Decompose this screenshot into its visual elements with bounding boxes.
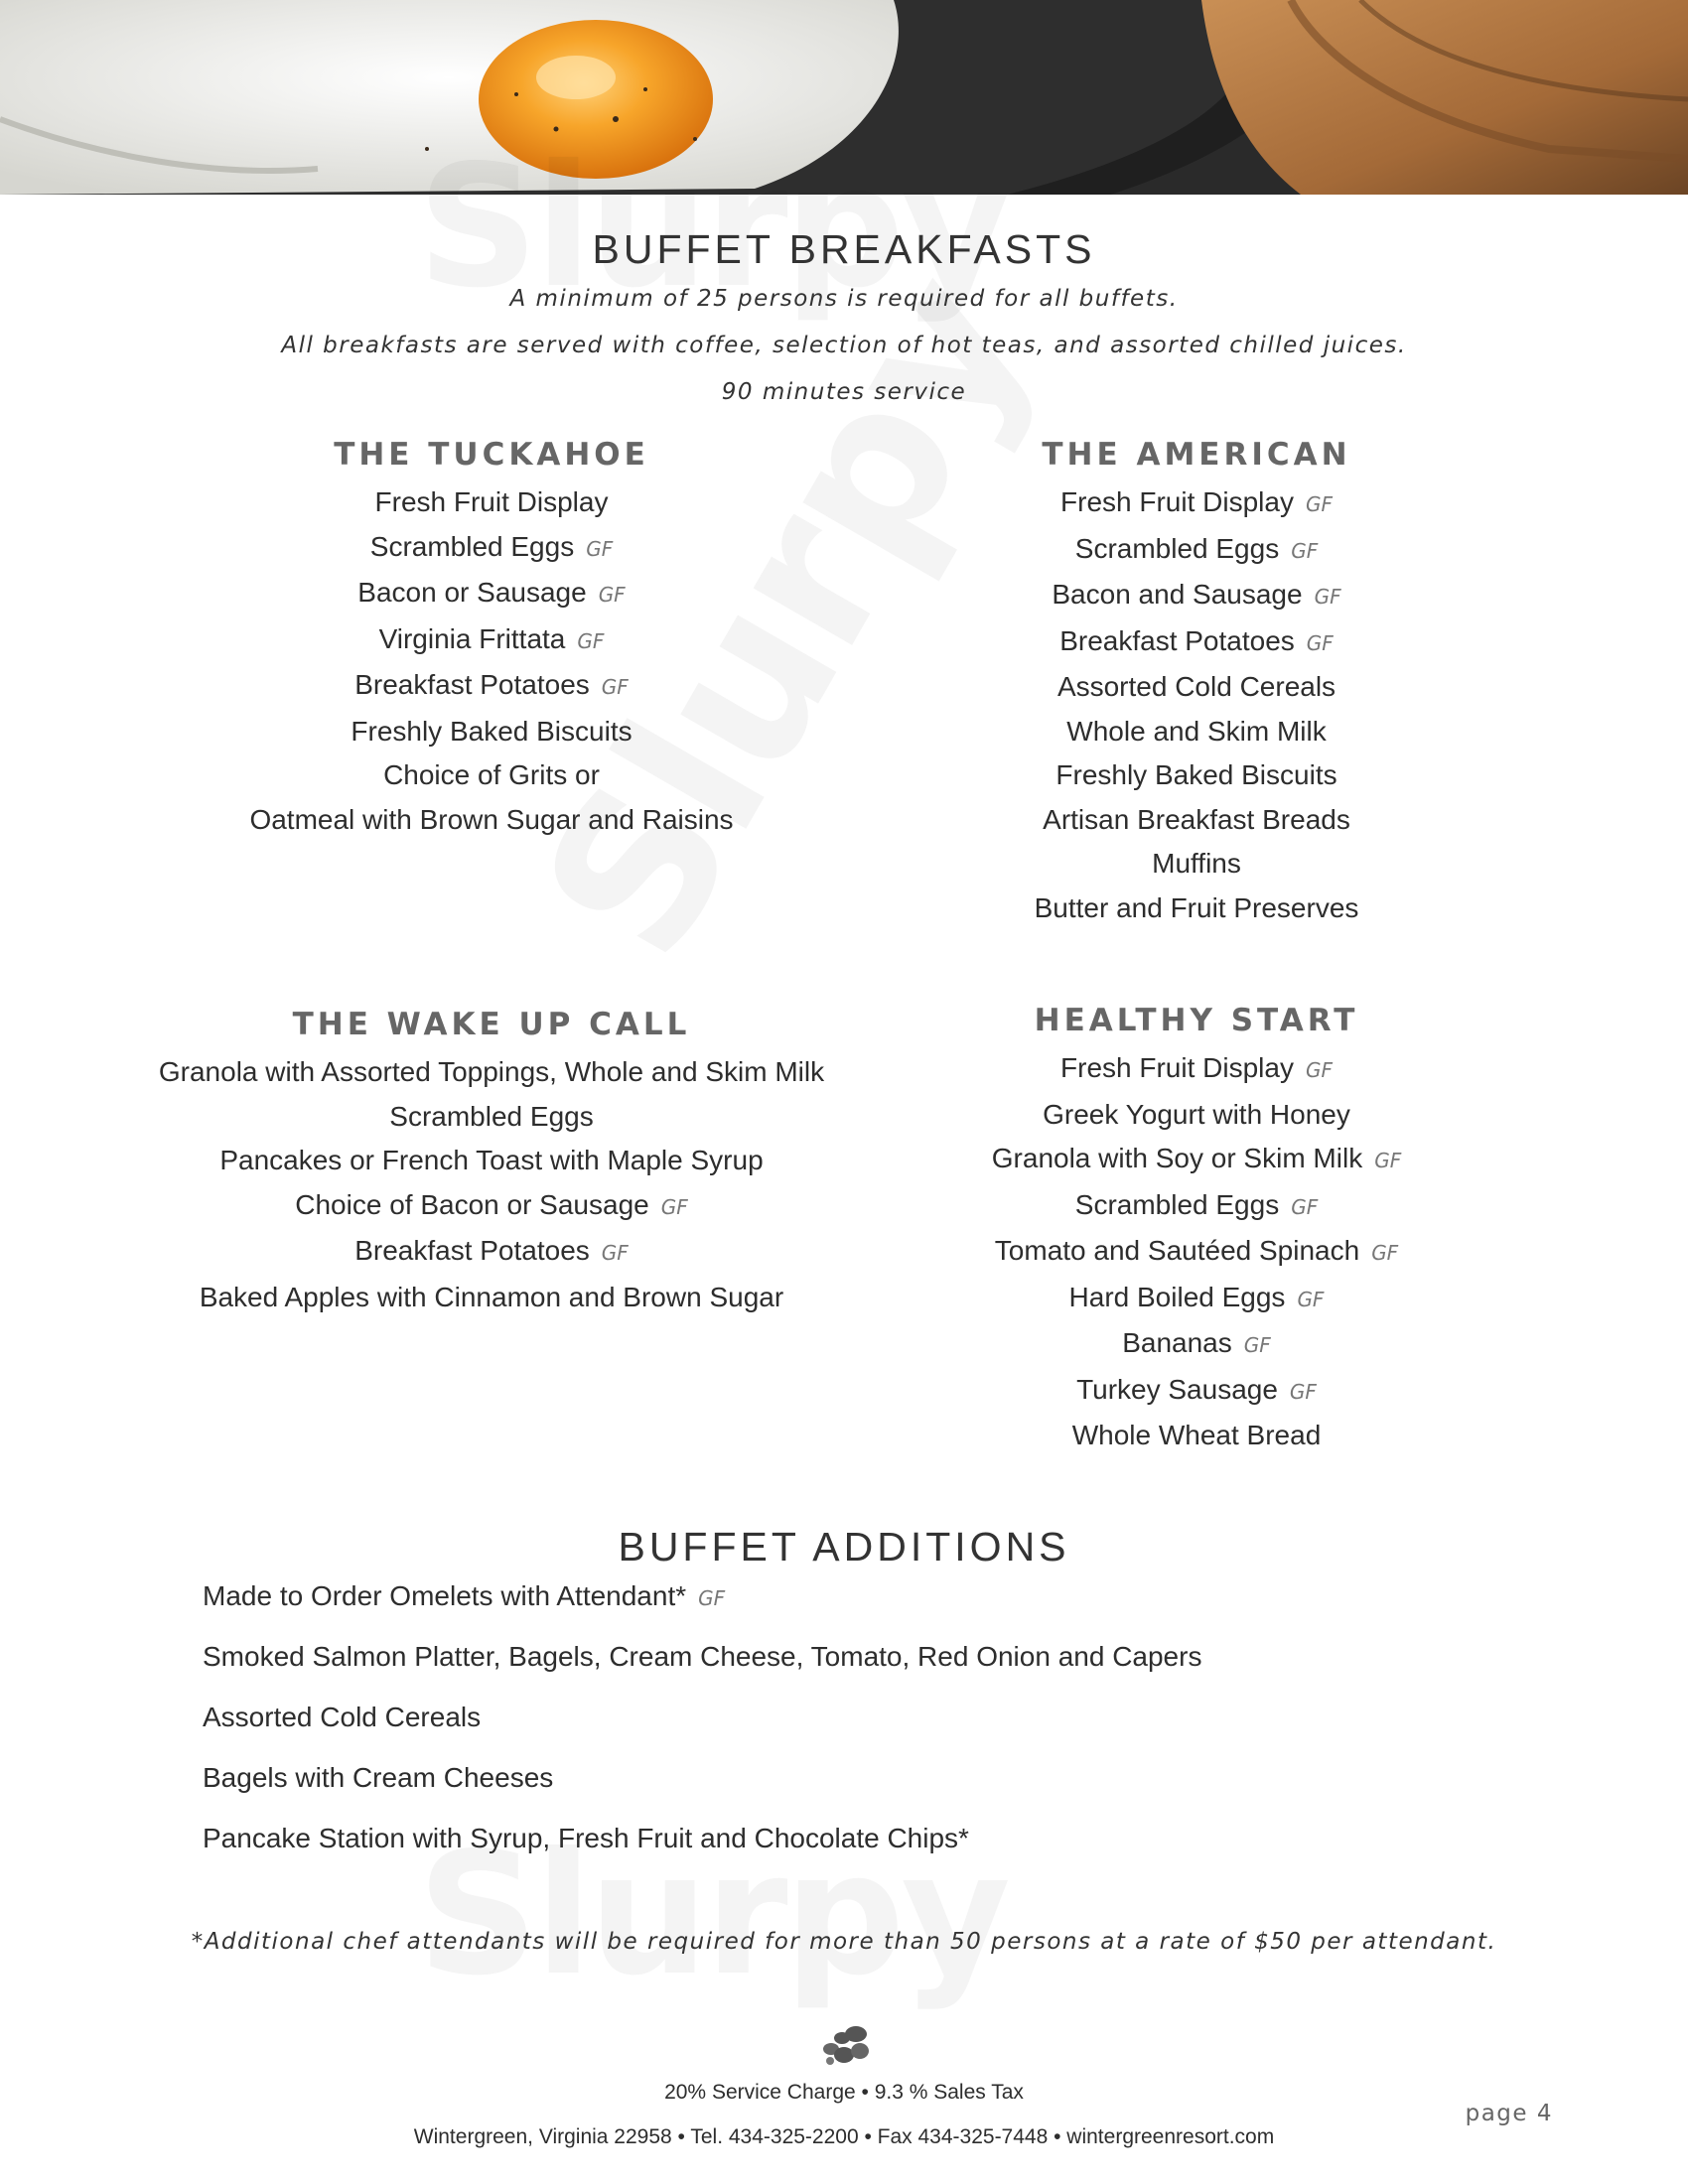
list-item: Smoked Salmon Platter, Bagels, Cream Cheese, Tomato, Red Onion and Capers <box>203 1641 1202 1672</box>
menu-item: Tomato and Sautéed Spinach GF <box>994 1235 1399 1266</box>
gluten-free-tag: GF <box>1289 1379 1317 1404</box>
list-item: Pancake Station with Syrup, Fresh Fruit and Chocolate Chips* <box>203 1823 969 1853</box>
gluten-free-tag: GF <box>698 1586 726 1610</box>
gluten-free-tag: GF <box>1297 1287 1325 1311</box>
additions-list <box>203 1576 1201 1879</box>
gluten-free-tag: GF <box>1291 1194 1319 1219</box>
menu-item: Fresh Fruit Display GF <box>1060 486 1333 517</box>
list-item: Bagels with Cream Cheeses <box>203 1762 554 1793</box>
menu-item: Freshly Baked Biscuits <box>1055 759 1337 790</box>
fried-egg-illustration <box>0 0 1688 195</box>
menu-title: THE WAKE UP CALL <box>292 1007 691 1042</box>
menu-item: Choice of Grits or <box>383 759 600 790</box>
menu-wake-up-call <box>149 1007 834 1319</box>
gluten-free-tag: GF <box>1371 1241 1399 1265</box>
menu-item: Breakfast Potatoes GF <box>1059 624 1334 656</box>
gluten-free-tag: GF <box>601 675 629 699</box>
menu-item: Muffins <box>1152 848 1241 879</box>
menu-item: Scrambled Eggs GF <box>369 530 614 562</box>
gluten-free-tag: GF <box>660 1194 688 1219</box>
menu-item: Fresh Fruit Display <box>374 486 609 517</box>
menu-american <box>899 437 1494 930</box>
minimum-note: A minimum of 25 persons is required for all buffets. <box>509 286 1179 312</box>
menu-item: Pancakes or French Toast with Maple Syrup <box>219 1145 764 1175</box>
menu-title: HEALTHY START <box>1034 1003 1359 1038</box>
page-title: BUFFET BREAKFASTS <box>592 226 1096 272</box>
additions-title: BUFFET ADDITIONS <box>618 1524 1070 1570</box>
menu-tuckahoe <box>199 437 784 842</box>
menu-item: Turkey Sausage GF <box>1076 1373 1317 1405</box>
menu-item: Greek Yogurt with Honey <box>1043 1098 1350 1130</box>
menu-item: Scrambled Eggs GF <box>1074 1188 1319 1220</box>
menu-item: Scrambled Eggs GF <box>1074 532 1319 564</box>
menu-item: Whole and Skim Milk <box>1066 715 1327 747</box>
gluten-free-tag: GF <box>1243 1333 1271 1357</box>
contact-line: Wintergreen, Virginia 22958 • Tel. 434-325-2200 • Fax 434-325-7448 • wintergreenresort.com <box>413 2125 1275 2148</box>
hero-photo <box>0 0 1688 195</box>
menu-item: Fresh Fruit Display GF <box>1060 1052 1333 1083</box>
menu-item: Breakfast Potatoes GF <box>354 1235 629 1266</box>
gluten-free-tag: GF <box>1305 1058 1333 1082</box>
gluten-free-tag: GF <box>1306 630 1334 655</box>
menu-item: Freshly Baked Biscuits <box>351 715 633 747</box>
service-duration-note: 90 minutes service <box>721 379 967 405</box>
menu-item: Granola with Soy or Skim Milk GF <box>991 1143 1402 1173</box>
menu-item: Virginia Frittata GF <box>378 622 605 654</box>
list-item: Made to Order Omelets with Attendant* GF <box>203 1580 726 1611</box>
menu-item: Choice of Bacon or Sausage GF <box>295 1188 688 1220</box>
gluten-free-tag: GF <box>1291 538 1319 563</box>
gluten-free-tag: GF <box>577 628 605 653</box>
menu-item: Butter and Fruit Preserves <box>1034 891 1359 923</box>
attendant-footnote: *Additional chef attendants will be required for more than 50 persons at a rate of $50 per attendant. <box>191 1929 1497 1955</box>
menu-item: Assorted Cold Cereals <box>1056 671 1336 702</box>
menu-item: Hard Boiled Eggs GF <box>1068 1281 1325 1312</box>
menu-item: Bacon and Sausage GF <box>1052 579 1341 610</box>
menu-item: Whole Wheat Bread <box>1071 1420 1322 1450</box>
service-charge-line: 20% Service Charge • 9.3 % Sales Tax <box>664 2081 1024 2104</box>
gluten-free-tag: GF <box>1314 585 1341 609</box>
served-with-note: All breakfasts are served with coffee, selection of hot teas, and assorted chilled juices. <box>281 333 1407 358</box>
menu-title: THE AMERICAN <box>1042 437 1351 473</box>
menu-item: Bananas GF <box>1122 1327 1271 1358</box>
gluten-free-tag: GF <box>586 536 614 561</box>
menu-item: Breakfast Potatoes GF <box>354 669 629 700</box>
gluten-free-tag: GF <box>1305 492 1333 516</box>
resort-logo-icon <box>820 2025 870 2069</box>
list-item: Assorted Cold Cereals <box>203 1702 482 1732</box>
menu-item: Bacon or Sausage GF <box>357 577 626 608</box>
page-number: page 4 <box>1465 2101 1553 2126</box>
menu-title: THE TUCKAHOE <box>334 437 649 473</box>
menu-healthy-start <box>899 1003 1494 1458</box>
menu-item: Scrambled Eggs <box>389 1100 594 1132</box>
gluten-free-tag: GF <box>598 583 626 607</box>
gluten-free-tag: GF <box>601 1241 629 1265</box>
menu-item: Oatmeal with Brown Sugar and Raisins <box>249 803 734 835</box>
menu-item: Granola with Assorted Toppings, Whole and Skim Milk <box>158 1056 825 1087</box>
gluten-free-tag: GF <box>1374 1149 1402 1172</box>
menu-item: Baked Apples with Cinnamon and Brown Sugar <box>199 1281 784 1312</box>
menu-item: Artisan Breakfast Breads <box>1043 803 1350 835</box>
